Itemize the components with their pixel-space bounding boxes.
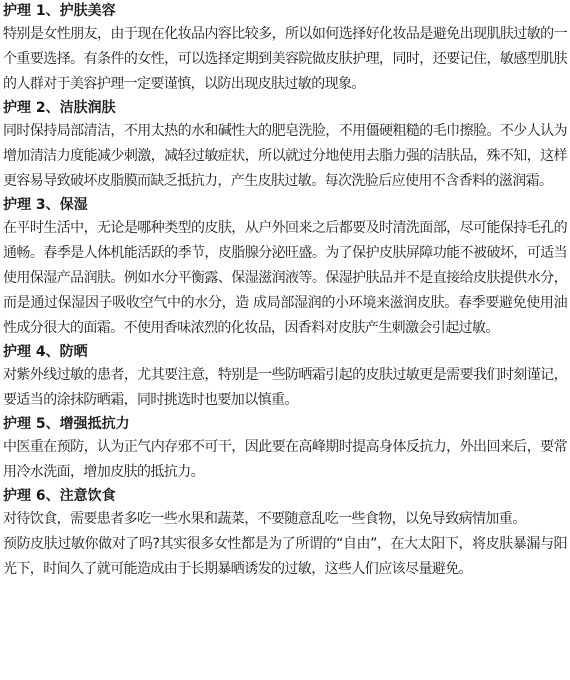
section-paragraph-2: 同时保持局部清洁，不用太热的水和碱性大的肥皂洗脸，不用僵硬粗糙的毛巾擦脸。不少人认为增加清洁力度能减少刺激，减轻过敏症状，所以就过分地使用去脂力强的洁肤品，殊不知，这样更容易导致破坏皮脂膜而缺乏抵抗力，产生皮肤过敏。每次洗脸后应使用不含香料的滋润霜。	[3, 123, 567, 189]
section-heading-4: 护理 4、防晒	[3, 344, 88, 360]
section-paragraph-1: 特别是女性朋友，由于现在化妆品内容比较多，所以如何选择好化妆品是避免出现肌肤过敏的一个重要选择。有条件的女性，可以选择定期到美容院做皮肤护理，同时，还要记住，敏感型肌肤的人群对于美容护理一定要谨慎，以防出现皮肤过敏的现象。	[3, 26, 567, 92]
section-paragraph-3: 在平时生活中，无论是哪种类型的皮肤，从户外回来之后都要及时清洗面部，尽可能保持毛孔的通畅。春季是人体机能活跃的季节，皮脂腺分泌旺盛。为了保护皮肤屏障功能不被破坏，可适当使用保湿产品润肤。例如水分平衡露、保湿滋润液等。保湿护肤品并不是直接给皮肤提供水分，而是通过保湿因子吸收空气中的水分，造 成局部湿润的小环境来滋润皮肤。春季要避免使用油性成分很大的面霜。不使用香味浓烈的化妆品，因香料对皮肤产生刺激会引起过敏。	[3, 220, 567, 336]
section-paragraph-4: 对紫外线过敏的患者，尤其要注意，特别是一些防晒霜引起的皮肤过敏更是需要我们时刻谨记，要适当的涂抹防晒霜，同时挑选时也要加以慎重。	[3, 367, 567, 408]
section-paragraph-5: 中医重在预防，认为正气内存邪不可干，因此要在高峰期时提高身体反抗力，外出回来后，要常用冷水洗面，增加皮肤的抵抗力。	[3, 439, 567, 480]
section-heading-1: 护理 1、护肤美容	[3, 3, 116, 19]
section-heading-2: 护理 2、洁肤润肤	[3, 100, 116, 116]
section-heading-3: 护理 3、保湿	[3, 197, 88, 213]
section-paragraph-6b: 预防皮肤过敏你做对了吗?其实很多女性都是为了所谓的“自由”，在大太阳下，将皮肤暴漏与阳光下，时间久了就可能造成由于长期暴晒诱发的过敏，这些人们应该尽量避免。	[3, 536, 567, 577]
section-paragraph-6a: 对待饮食，需要患者多吃一些水果和蔬菜，不要随意乱吃一些食物，以免导致病情加重。	[3, 511, 526, 527]
section-heading-6: 护理 6、注意饮食	[3, 488, 116, 504]
section-heading-5: 护理 5、增强抵抗力	[3, 416, 130, 432]
